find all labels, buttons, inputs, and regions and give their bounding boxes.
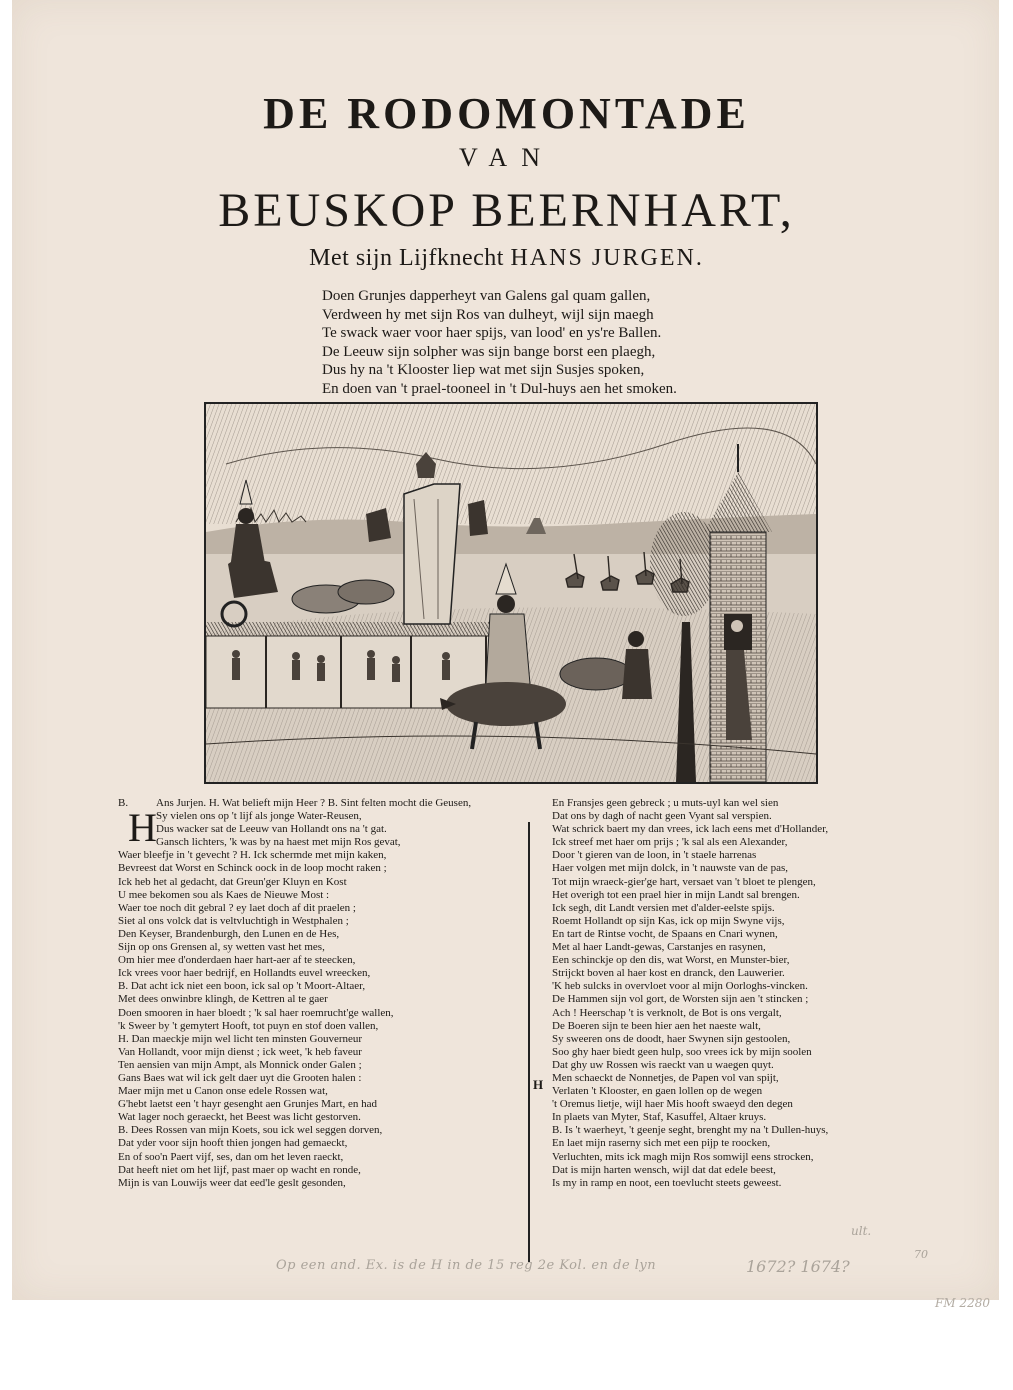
title-line-1: DE RODOMONTADE (263, 89, 750, 138)
verse-line: Met dees onwinbre klingh, de Kettren al te gaer (118, 993, 328, 1006)
verse-line: Met al haer Landt-gewas, Carstanjes en rasynen, (552, 941, 766, 954)
title-line-3: BEUSKOP BEERNHART, (218, 184, 795, 237)
verse-line: Sijn op ons Grensen al, sy wetten vast het mes, (118, 941, 325, 954)
verse-line: Ick streef met haer om prijs ; 'k sal als een Alexander, (552, 836, 788, 849)
verse-line: Strijckt boven al haer kost en dranck, den Lauwerier. (552, 967, 785, 980)
title-line-2: VAN (459, 143, 554, 172)
verse-line: 'k Sweer by 't gemytert Hooft, tot puyn en stof doen vallen, (118, 1019, 379, 1032)
poem-line: De Leeuw sijn solpher was sijn bange borst een plaegh, (322, 343, 656, 360)
verse-line: Door 't gieren van de loon, in 't staele harrenas (552, 849, 757, 862)
verse-line: Dat is mijn harten wensch, wijl dat dat edele beest, (552, 1163, 776, 1176)
title-line-4 (0, 245, 1013, 272)
verse-line: Verlaten 't Klooster, en gaen lollen op de wegen (552, 1085, 763, 1098)
engraving-illustration (204, 402, 818, 784)
verse-line: Het overigh tot een prael hier in mijn Landt sal brengen. (552, 888, 800, 901)
verse-line: Is my in ramp en noot, een toevlucht steets geweest. (552, 1176, 782, 1189)
verse-line: En tart de Rintse vocht, de Spaans en Cnari wynen, (552, 927, 778, 940)
column-divider (528, 822, 530, 1262)
verse-line: Bevreest dat Worst en Schinck oock in de loop mocht raken ; (118, 862, 387, 875)
title-line-4-name: HANS JURGEN. (510, 245, 704, 271)
verse-line: De Hammen sijn vol gort, de Worsten sijn aen 't stincken ; (552, 993, 809, 1006)
verse-line: Dat ghy uw Rossen wis raeckt van u waegen quyt. (552, 1058, 774, 1071)
verse-line: Den Keyser, Brandenburgh, den Lunen en de Hes, (118, 927, 340, 940)
speaker-marker-b: B. (118, 797, 129, 809)
verse-line: 't Oremus lietje, wijl haer Mis hooft swaeyd den degen (552, 1098, 793, 1111)
verse-line: 'K heb sulcks in overvloet voor al mijn Oorloghs-vincken. (552, 980, 808, 993)
intro-poem (322, 287, 742, 398)
verse-line: Dat heeft niet om het lijf, past maer op wacht en ronde, (118, 1163, 361, 1176)
verse-line: H. Dan maeckje mijn wel licht ten minsten Gouverneur (118, 1032, 363, 1045)
background-strip (0, 1300, 1013, 1390)
verse-line: Ick vrees voor haer bedrijf, en Hollandts euvel wreecken, (118, 967, 371, 980)
verse-line: Sy vielen ons op 't lijf als jonge Water-Reusen, (156, 810, 362, 823)
ult-annotation: ult. (851, 1224, 872, 1238)
verse-line: Waer toe noch dit gebral ? ey laet doch af dit praelen ; (118, 901, 356, 914)
verse-line: Men schaeckt de Nonnetjes, de Papen vol van spijt, (552, 1071, 779, 1084)
text-column-right (552, 797, 952, 1190)
verse-line: Ick segh, dit Landt versien met d'alder-eelste spijs. (552, 901, 775, 914)
date-annotation: 1672? 1674? (746, 1257, 850, 1276)
verse-line: B. Dat acht ick niet een boon, ick sal op 't Moort-Altaer, (118, 980, 366, 993)
verse-line: En Fransjes geen gebreck ; u muts-uyl kan wel sien (552, 797, 779, 809)
verse-line: Wat lager noch geraeckt, het Beest was licht gestorven. (118, 1111, 361, 1124)
verse-line: Verluchten, mits ick magh mijn Ros somwijl eens strocken, (552, 1150, 814, 1163)
poem-line: Verdween hy met sijn Ros van dulheyt, wijl sijn maegh (322, 306, 654, 323)
verse-line: Soo ghy haer biedt geen hulp, soo vrees ick by mijn soolen (552, 1045, 812, 1058)
verse-line: Ach ! Heerschap 't is verknolt, de Bot is ons vergalt, (552, 1006, 782, 1019)
verse-line: Haer volgen met mijn dolck, in 't nauwste van de pas, (552, 862, 788, 875)
verse-line: B. Dees Rossen van mijn Koets, sou ick wel seggen dorven, (118, 1124, 383, 1137)
verse-line: En laet mijn raserny sich met een pijp te roocken, (552, 1137, 771, 1150)
verse-line: Ans Jurjen. H. Wat belieft mijn Heer ? B. Sint felten mocht die Geusen, (156, 797, 472, 809)
verse-line: Ick heb het al gedacht, dat Greun'ger Kluyn en Kost (118, 875, 347, 888)
poem-line: Dus hy na 't Klooster liep wat met sijn Susjes spoken, (322, 362, 645, 378)
verse-line: U mee bekomen sou als Kaes de Nieuwe Most : (118, 888, 330, 901)
pencil-annotation: Op een and. Ex. is de H in de 15 reg 2e Kol. en de lyn (276, 1258, 657, 1273)
poem-line: Doen Grunjes dapperheyt van Galens gal quam gallen, (322, 288, 651, 304)
verse-line: Dat ons by dagh of nacht geen Vyant sal verspien. (552, 810, 772, 823)
verse-line: Ten aensien van mijn Ampt, als Monnick onder Galen ; (118, 1058, 362, 1071)
drop-cap: H (128, 805, 157, 850)
verse-line: De Boeren sijn te been hier aen het naeste walt, (552, 1019, 761, 1032)
verse-line: Gansch lichters, 'k was by na haest met mijn Ros gevat, (156, 836, 401, 849)
verse-line: En of soo'n Paert vijf, ses, dan om het leven raeckt, (118, 1150, 344, 1163)
verse-line: Roemt Hollandt op sijn Kas, ick op mijn Swyne vijs, (552, 914, 785, 927)
number-annotation: 70 (914, 1248, 928, 1261)
verse-line: Mijn is van Louwijs weer dat eed'le geslt gesonden, (118, 1176, 346, 1189)
verse-line: Van Hollandt, voor mijn dienst ; ick weet, 'k heb faveur (118, 1045, 362, 1058)
catalog-annotation: FM 2280 (935, 1296, 990, 1310)
verse-line: G'hebt laetst een 't hayr gesenght aen Grunjes Mart, en had (118, 1098, 378, 1111)
verse-line: Waer bleefje in 't gevecht ? H. Ick schermde met mijn kaken, (118, 849, 387, 862)
poem-line: En doen van 't prael-tooneel in 't Dul-huys aen het smoken. (322, 380, 677, 397)
text-column-left (118, 797, 508, 1190)
speaker-marker-h: H (533, 1077, 544, 1092)
verse-line: Siet al ons volck dat is veltvluchtigh in Westphalen ; (118, 914, 349, 927)
verse-line: Een schinckje op den dis, wat Worst, en Munster-bier, (552, 954, 790, 967)
verse-line: Dus wacker sat de Leeuw van Hollandt ons na 't gat. (156, 823, 387, 836)
verse-line: B. Is 't waerheyt, 't geenje seght, brenght my na 't Dullen-huys, (552, 1124, 829, 1137)
verse-line: Doen smooren in haer bloedt ; 'k sal haer roemrucht'ge wallen, (118, 1006, 394, 1019)
verse-line: Gans Baes wat wil ick gelt daer uyt die Grooten halen : (118, 1071, 362, 1084)
verse-line: Om hier mee d'onderdaen haer hart-aer af te steecken, (118, 954, 356, 967)
poem-line: Te swack waer voor haer spijs, van lood' en ys're Ballen. (322, 325, 662, 341)
verse-line: In plaets van Myter, Staf, Kasuffel, Altaer kruys. (552, 1111, 767, 1124)
verse-line: Tot mijn wraeck-gier'ge hart, versaet van 't bloet te plengen, (552, 875, 816, 888)
verse-line: Sy sweeren ons de doodt, haer Swynen sijn gestoolen, (552, 1032, 791, 1045)
title-line-4-prefix: Met sijn Lijfknecht (309, 245, 511, 271)
verse-line: Dat yder voor sijn hooft thien jongen had gemaeckt, (118, 1137, 348, 1150)
verse-line: Wat schrick baert my dan vrees, ick lach eens met d'Hollander, (552, 823, 829, 836)
verse-line: Maer mijn met u Canon onse edele Rossen wat, (118, 1085, 328, 1098)
